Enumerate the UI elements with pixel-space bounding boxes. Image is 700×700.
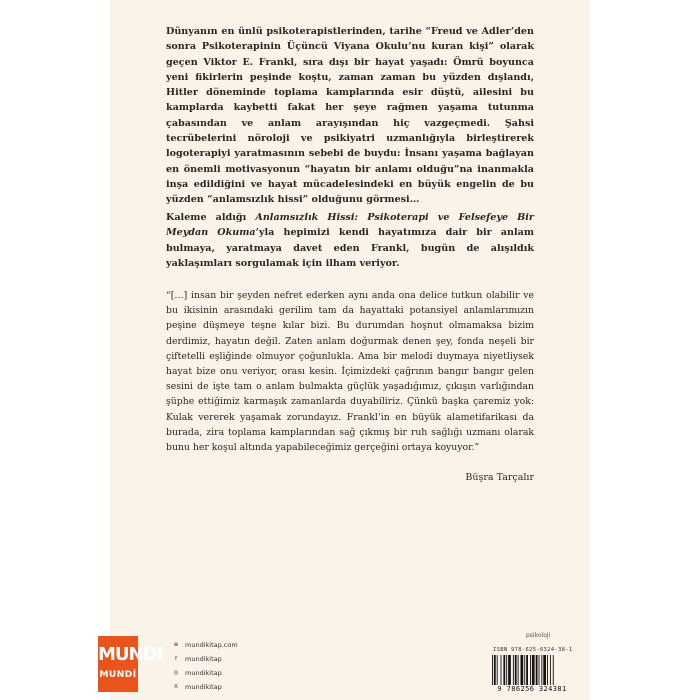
contact-x-text: mundikitap [185,683,222,691]
publisher-logo-glyph: MUNDI [98,644,163,665]
contact-instagram-text: mundikitap [185,669,222,677]
barcode [490,655,574,689]
publisher-logo-word: MUNDİ [99,670,137,680]
globe-icon: ⊕ [173,642,179,648]
quote-paragraph: “[…] insan bir şeyden nefret ederken aynı anda ona delice tutkun olabilir ve bu ikisinin arasındaki gerilim tam da hayattaki potansiyel anlamlarımızın peşine düşmeye teşne kılar bizi. Bu durumdan hoşnut olmamaksa bizim derdimiz, hayatın değil. Zaten anlam doğurmak denen şey, fonda neşeli bir çiftetelli eşliğinde olmuyor çoğunlukla. Ama bir melodi duymaya niyetliysek hayat bize onu veriyor, orası kesin. İçimizdeki çağrının bangır bangır gelen sesini de işte tam o anlam bulmakta güçlük yaşadığımız, çıkışın varlığından şüphe ettiğimiz karmaşık zamanlarda duyabiliriz. Çünkü başka çaremiz yok: Kulak vererek yaşamak zorundayız. Frankl’in en büyük alametifarikası da burada, zira toplama kamplarından sağ çıkmış bir ruh sağlığı uzmanı olarak bunu her koşul altında yapabileceğimiz gerçeğini ortaya koyuyor.” [166,290,534,454]
contact-facebook-text: mundikitap [185,655,222,663]
barcode-number: 9 786256 324381 [490,685,574,693]
publisher-logo [98,636,163,692]
invitation-suffix: ’yla hepimizi kendi hayatımıza dair bir anlam bulmaya, yaratmaya davet eden Frankl, bugün de alışıldık yaklaşımları sorgulamak için ilham veriyor. [166,227,534,269]
invitation-prefix: Kaleme aldığı [166,212,256,223]
contact-website [172,638,238,652]
contact-website-text: mundikitap.com [185,641,238,649]
back-cover [110,0,590,700]
intro-paragraph: Dünyanın en ünlü psikoterapistlerinden, tarihe “Freud ve Adler’den sonra Psikoterapinin Üçüncü Viyana Okulu’nu kuran kişi” olarak geçen Viktor E. Frankl, sıra dışı bir hayat yaşadı: Ömrü boyunca yeni fikirlerin peşinde koştu, zaman zaman bu yüzden dışlandı, Hitler döneminde toplama kamplarında esir düştü, ailesini bu kamplarda kaybetti fakat her şeye rağmen yaşama tutunma çabasından ve anlam arayışından hiç vazgeçmedi. Şahsi tecrübelerini nöroloji ve psikiyatri uzmanlığıyla birleştirerek logoterapiyi yaratmasının sebebi de buydu: İnsanı yaşama bağlayan en önemli motivasyonun “hayatın bir anlamı olduğu”na inanmakla inşa edildiğini ve hayat mücadelesindeki en büyük engelin de bu yüzden “anlamsızlık hissi” olduğunu görmesi… [166,26,534,206]
facebook-icon: f [175,656,177,662]
invitation-paragraph [166,210,534,271]
publisher-contacts [172,638,238,694]
x-icon: X [174,684,178,690]
contact-facebook [172,652,238,666]
category-label: psikoloji [526,632,551,639]
quote-signature: Büşra Tarçalır [465,472,534,483]
book-title: Anlamsızlık Hissi: Psikoterapi ve Felsefeye Bir Meydan Okuma [166,212,534,239]
contact-x [172,680,238,694]
isbn-label: ISBN 978-625-6324-38-1 [493,647,573,653]
instagram-icon: ◎ [173,670,179,676]
contact-instagram [172,666,238,680]
